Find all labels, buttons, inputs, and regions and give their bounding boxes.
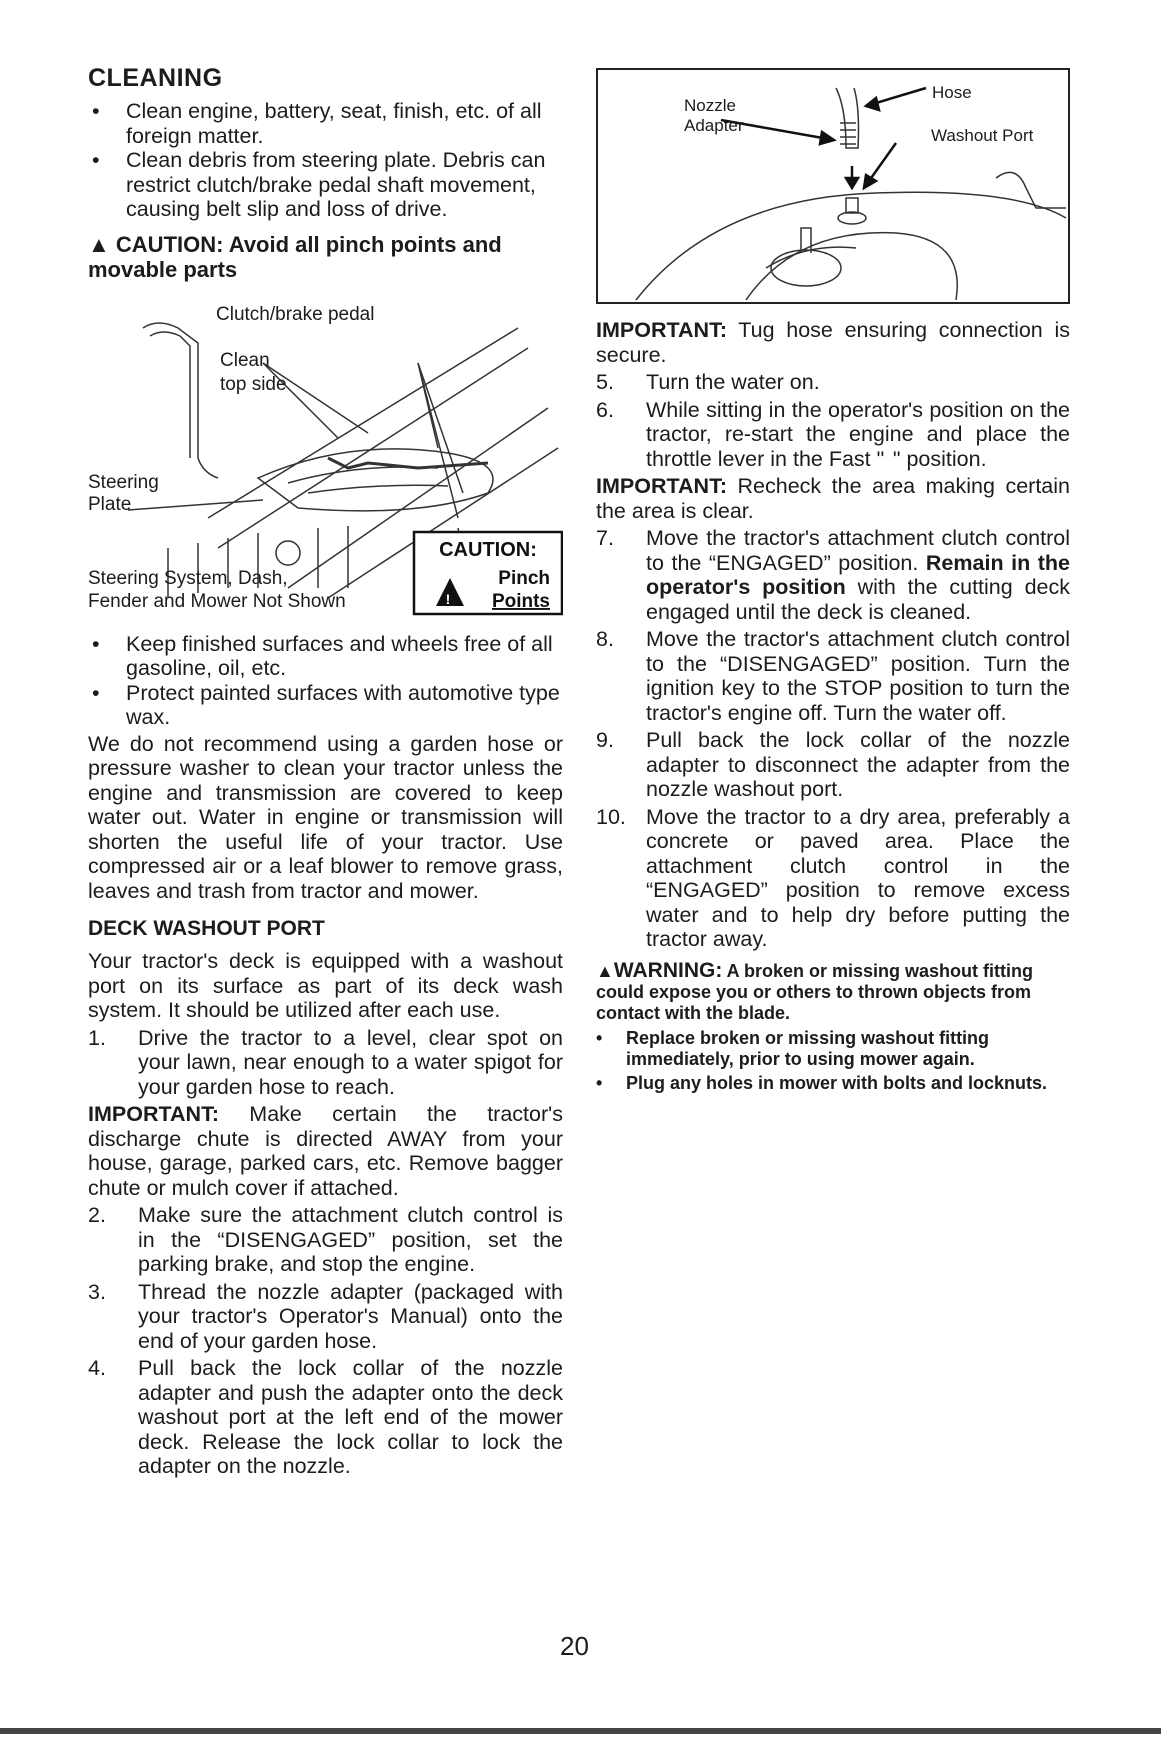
hose-warning-paragraph: We do not recommend using a garden hose or pressure washer to clean your tractor unless the engine and transmission are covered to keep water out. Water in engine or transmission will shorten the useful life of your tractor. Use compressed air or a leaf blower to remove grass, leaves and trash from tractor and mower.: [88, 731, 563, 903]
warning-triangle-icon: ▲: [88, 231, 110, 257]
label-plate: Plate: [88, 493, 132, 515]
page-number: 20: [560, 1631, 589, 1661]
label-adapter: Adapter: [684, 116, 744, 135]
label-clutch-brake-pedal: Clutch/brake pedal: [216, 303, 375, 325]
right-column: [596, 68, 1070, 1097]
steps-list-4: [596, 526, 1070, 952]
important-note-2: IMPORTANT: Tug hose ensuring connection is secure.: [596, 318, 1070, 367]
caution-heading: ▲ CAUTION: Avoid all pinch points and movable parts: [88, 231, 502, 282]
step-item: 3. Thread the nozzle adapter (packaged with your tractor's Operator's Manual) onto the end of your garden hose.: [88, 1279, 563, 1353]
label-steering-system: Steering System, Dash,: [88, 567, 288, 589]
label-nozzle: Nozzle: [684, 96, 736, 115]
cleaning-heading: CLEANING: [88, 64, 223, 92]
left-column: [88, 64, 563, 1479]
step-item: 9. Pull back the lock collar of the nozzle adapter to disconnect the adapter from the nozzle washout port.: [596, 728, 1070, 801]
label-washout-port: Washout Port: [931, 126, 1034, 145]
steps-list-3: [596, 370, 1070, 471]
label-steering: Steering: [88, 471, 159, 493]
deck-washout-heading: DECK WASHOUT PORT: [88, 917, 325, 940]
list-item: • Protect painted surfaces with automotive type wax.: [92, 680, 560, 729]
deck-washout-intro: Your tractor's deck is equipped with a washout port on its surface as part of its deck wash system. It should be utilized after each use.: [88, 949, 563, 1022]
important-note-3: IMPORTANT: Recheck the area making certain the area is clear.: [596, 474, 1070, 523]
step-item: 1. Drive the tractor to a level, clear spot on your lawn, near enough to a water spigot for your garden hose to reach.: [88, 1025, 563, 1099]
steering-plate-figure: [88, 288, 563, 628]
list-item: • Plug any holes in mower with bolts and locknuts.: [596, 1072, 1048, 1093]
list-item: • Clean debris from steering plate. Debris can restrict clutch/brake pedal shaft movement, causing belt slip and loss of drive.: [92, 148, 546, 221]
important-note-1: IMPORTANT: Make certain the tractor's discharge chute is directed AWAY from your house, garage, parked cars, etc. Remove bagger chute or mulch cover if attached.: [88, 1102, 563, 1200]
cleaning-bullets: [88, 99, 563, 222]
list-item: • Replace broken or missing washout fitting immediately, prior to using mower again.: [596, 1027, 990, 1069]
label-hose: Hose: [932, 83, 972, 102]
step-item: 4. Pull back the lock collar of the nozzle adapter and push the adapter onto the deck washout port at the left end of the mower deck. Release the lock collar to lock the adapter on the nozzle.: [88, 1356, 563, 1478]
steps-list-2: [88, 1203, 563, 1479]
step-item: 5. Turn the water on.: [596, 370, 820, 394]
washout-port-figure: [596, 68, 1070, 304]
label-clean: Clean: [220, 349, 270, 371]
list-item: • Keep finished surfaces and wheels free of all gasoline, oil, etc.: [92, 631, 553, 680]
warning-triangle-icon: ▲: [596, 960, 614, 981]
bottom-rule: [0, 1728, 1161, 1734]
washout-port-illustration: [596, 68, 1070, 304]
label-fender-mower: Fender and Mower Not Shown: [88, 590, 346, 612]
step-item: 2. Make sure the attachment clutch control is in the “DISENGAGED” position, set the parking brake, and stop the engine.: [88, 1203, 563, 1276]
step-item: 8. Move the tractor's attachment clutch control to the “DISENGAGED” position. Turn the ignition key to the STOP position to turn the tractor's engine off. Turn the water off.: [596, 627, 1070, 725]
label-top-side: top side: [220, 373, 287, 395]
caution-box-title: CAUTION:: [439, 538, 537, 561]
warning-bullets: [596, 1028, 1070, 1094]
steps-list-1: [88, 1026, 563, 1100]
step-item: 7. Move the tractor's attachment clutch control to the “ENGAGED” position. Remain in the operator's position with the cutting deck engaged until the deck is cleaned.: [596, 526, 1071, 624]
warning-block: ▲WARNING: A broken or missing washout fitting could expose you or others to thrown objects from contact with the blade.: [596, 958, 1034, 1023]
list-item: • Clean engine, battery, seat, finish, etc. of all foreign matter.: [92, 99, 542, 148]
surface-bullets: [88, 632, 563, 730]
step-item: 6. While sitting in the operator's position on the tractor, re-start the engine and place the throttle lever in the Fast " " position.: [596, 397, 1070, 471]
step-item: 10. Move the tractor to a dry area, preferably a concrete or paved area. Place the attachment clutch control in the “ENGAGED” position to remove excess water and to help dry before putting the tractor away.: [596, 804, 1070, 951]
svg-text:!: !: [445, 590, 451, 607]
caution-box-pinch: Pinch: [498, 567, 550, 589]
steering-plate-illustration: [88, 288, 563, 628]
caution-box-points: Points: [491, 590, 550, 612]
